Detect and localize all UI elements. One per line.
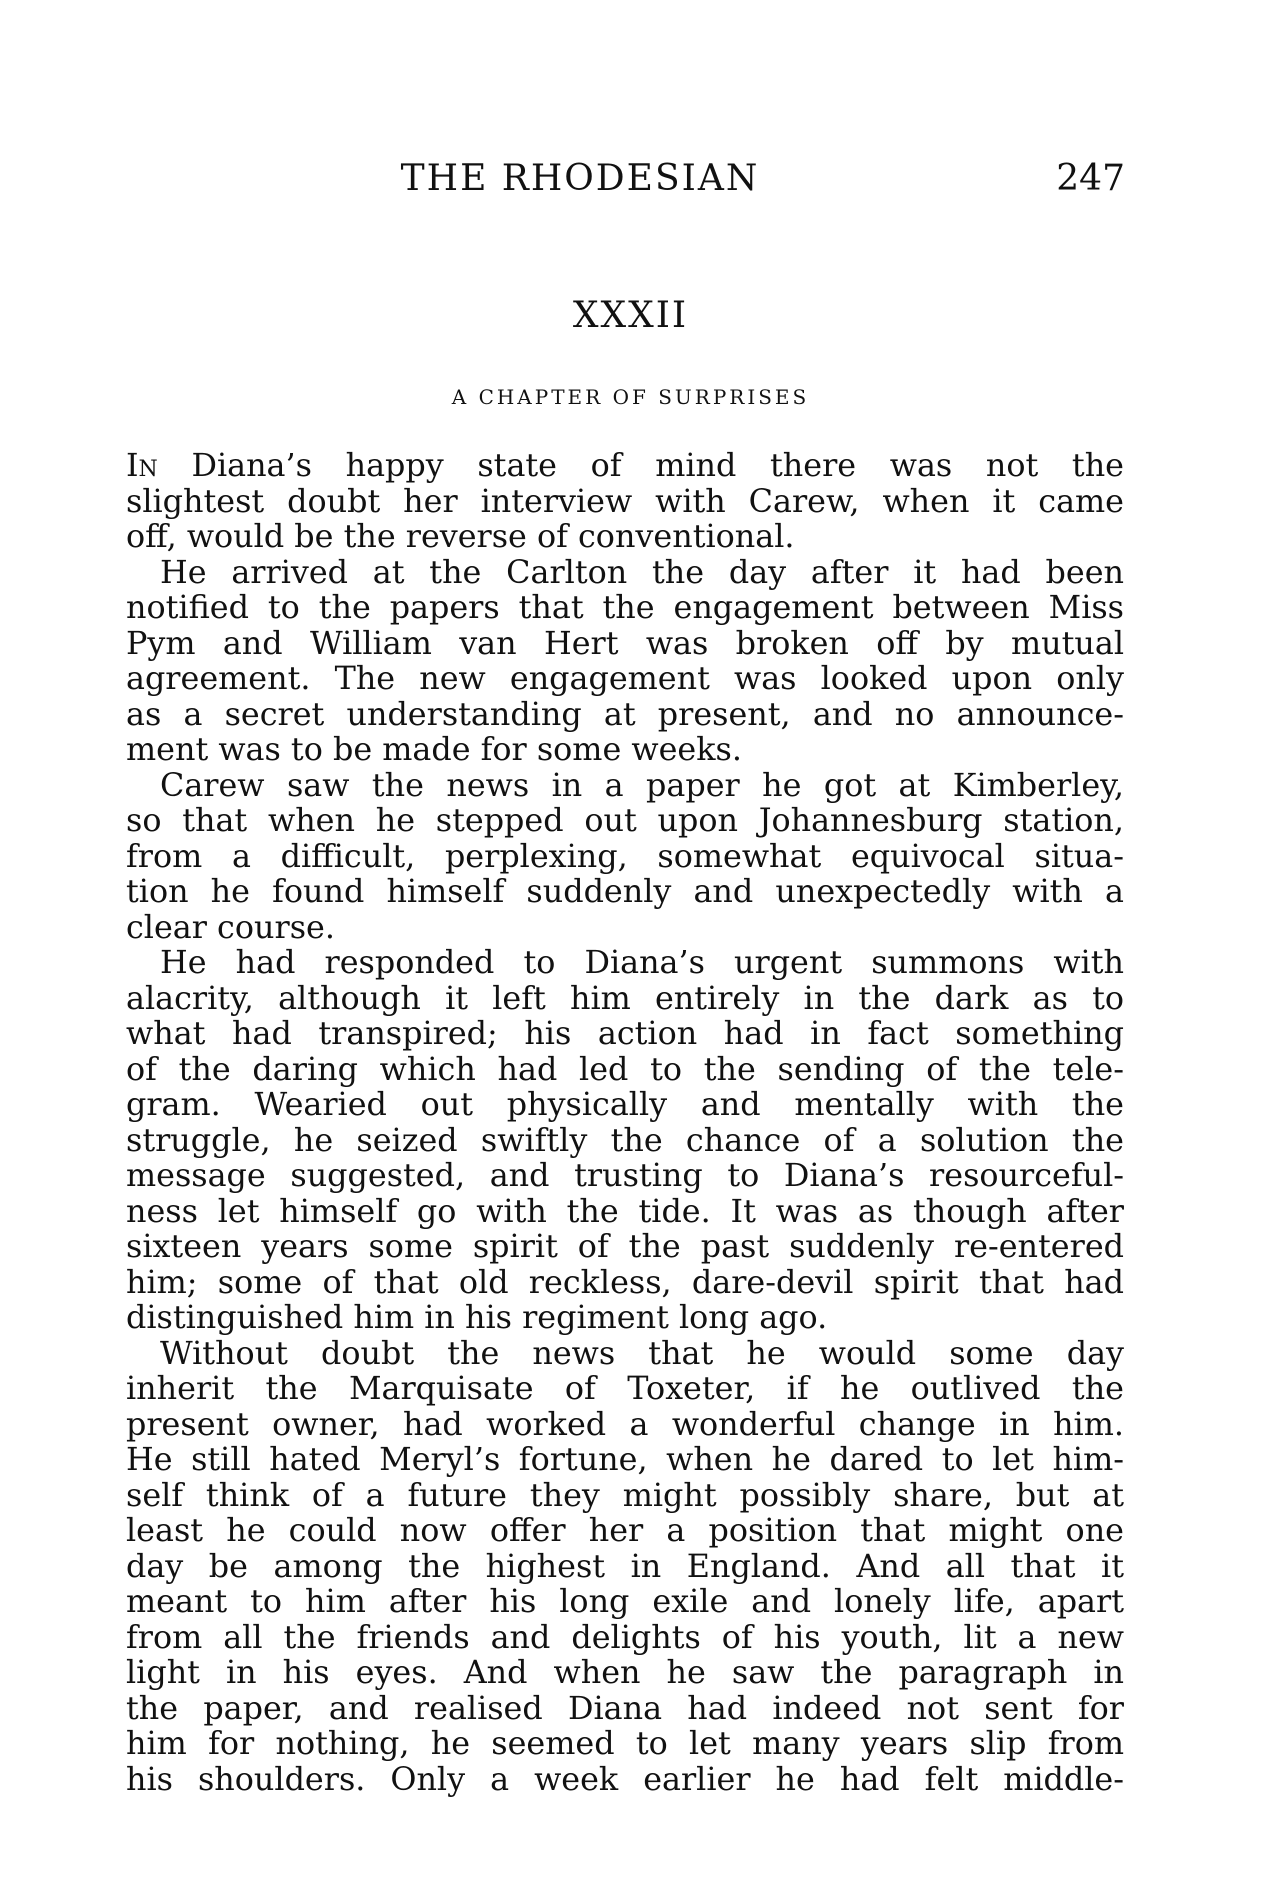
text-line: him for nothing, he seemed to let many years slip from [126,1725,1124,1762]
text-line: sixteen years some spirit of the past suddenly re-entered [126,1228,1124,1265]
page-number: 247 [1056,158,1125,199]
text-line: as a secret understanding at present, and no announce- [126,695,1124,733]
text-line: agreement. The new engagement was looked upon only [126,660,1124,697]
body-text [126,448,1124,1797]
text-line: Pym and William van Hert was broken off by mutual [126,624,1124,662]
text-line: message suggested, and trusting to Diana’s resourceful- [126,1157,1124,1194]
text-line: from a difficult, perplexing, somewhat equivocal situa- [126,837,1124,875]
text-line: struggle, he seized swiftly the chance of a solution the [126,1121,1124,1159]
text-line: his shoulders. Only a week earlier he had felt middle- [126,1760,1124,1798]
text-line: He had responded to Diana’s urgent summons with [160,944,1124,981]
text-line: Carew saw the news in a paper he got at Kimberley, [160,766,1124,804]
text-line: meant to him after his long exile and lonely life, apart [126,1583,1124,1620]
text-line: what had transpired; his action had in fact something [126,1015,1124,1052]
text-line: off, would be the reverse of conventional. [126,518,795,555]
text-line: Without doubt the news that he would some day [160,1334,1124,1372]
text-line: self think of a future they might possibly share, but at [126,1476,1124,1514]
text-line: clear course. [126,908,335,946]
text-line: present owner, had worked a wonderful change in him. [126,1405,1124,1443]
text-line: alacrity, although it left him entirely in the dark as to [126,979,1124,1017]
text-line: slightest doubt her interview with Carew, when it came [126,482,1124,520]
text-line: notified to the papers that the engagement between Miss [126,589,1124,626]
chapter-number: XXXII [572,295,689,336]
text-line: tion he found himself suddenly and unexpectedly with a [126,873,1124,910]
text-line: him; some of that old reckless, dare-devil spirit that had [126,1263,1124,1301]
text-line: inherit the Marquisate of Toxeter, if he outlived the [126,1370,1124,1407]
text-line: distinguished him in his regiment long ago. [126,1299,828,1336]
text-line: He still hated Meryl’s fortune, when he dared to let him- [126,1441,1124,1478]
text-line: light in his eyes. And when he saw the paragraph in [126,1654,1124,1691]
text-line: so that when he stepped out upon Johannesburg station, [126,802,1124,839]
text-line: day be among the highest in England. And all that it [126,1547,1124,1585]
text-line: ness let himself go with the tide. It was as though after [126,1192,1124,1230]
text-line: least he could now offer her a position that might one [126,1512,1124,1549]
chapter-title: A CHAPTER OF SURPRISES [451,385,810,409]
text-line: from all the friends and delights of his youth, lit a new [126,1618,1124,1656]
text-line: In Diana’s happy state of mind there was not the [126,447,1124,484]
text-line: ment was to be made for some weeks. [126,731,742,768]
text-line: the paper, and realised Diana had indeed not sent for [126,1689,1124,1727]
running-title: THE RHODESIAN [400,158,760,199]
text-line: gram. Wearied out physically and mentally with the [126,1086,1124,1123]
text-line: of the daring which had led to the sending of the tele- [126,1050,1124,1088]
text-line: He arrived at the Carlton the day after it had been [160,553,1124,591]
